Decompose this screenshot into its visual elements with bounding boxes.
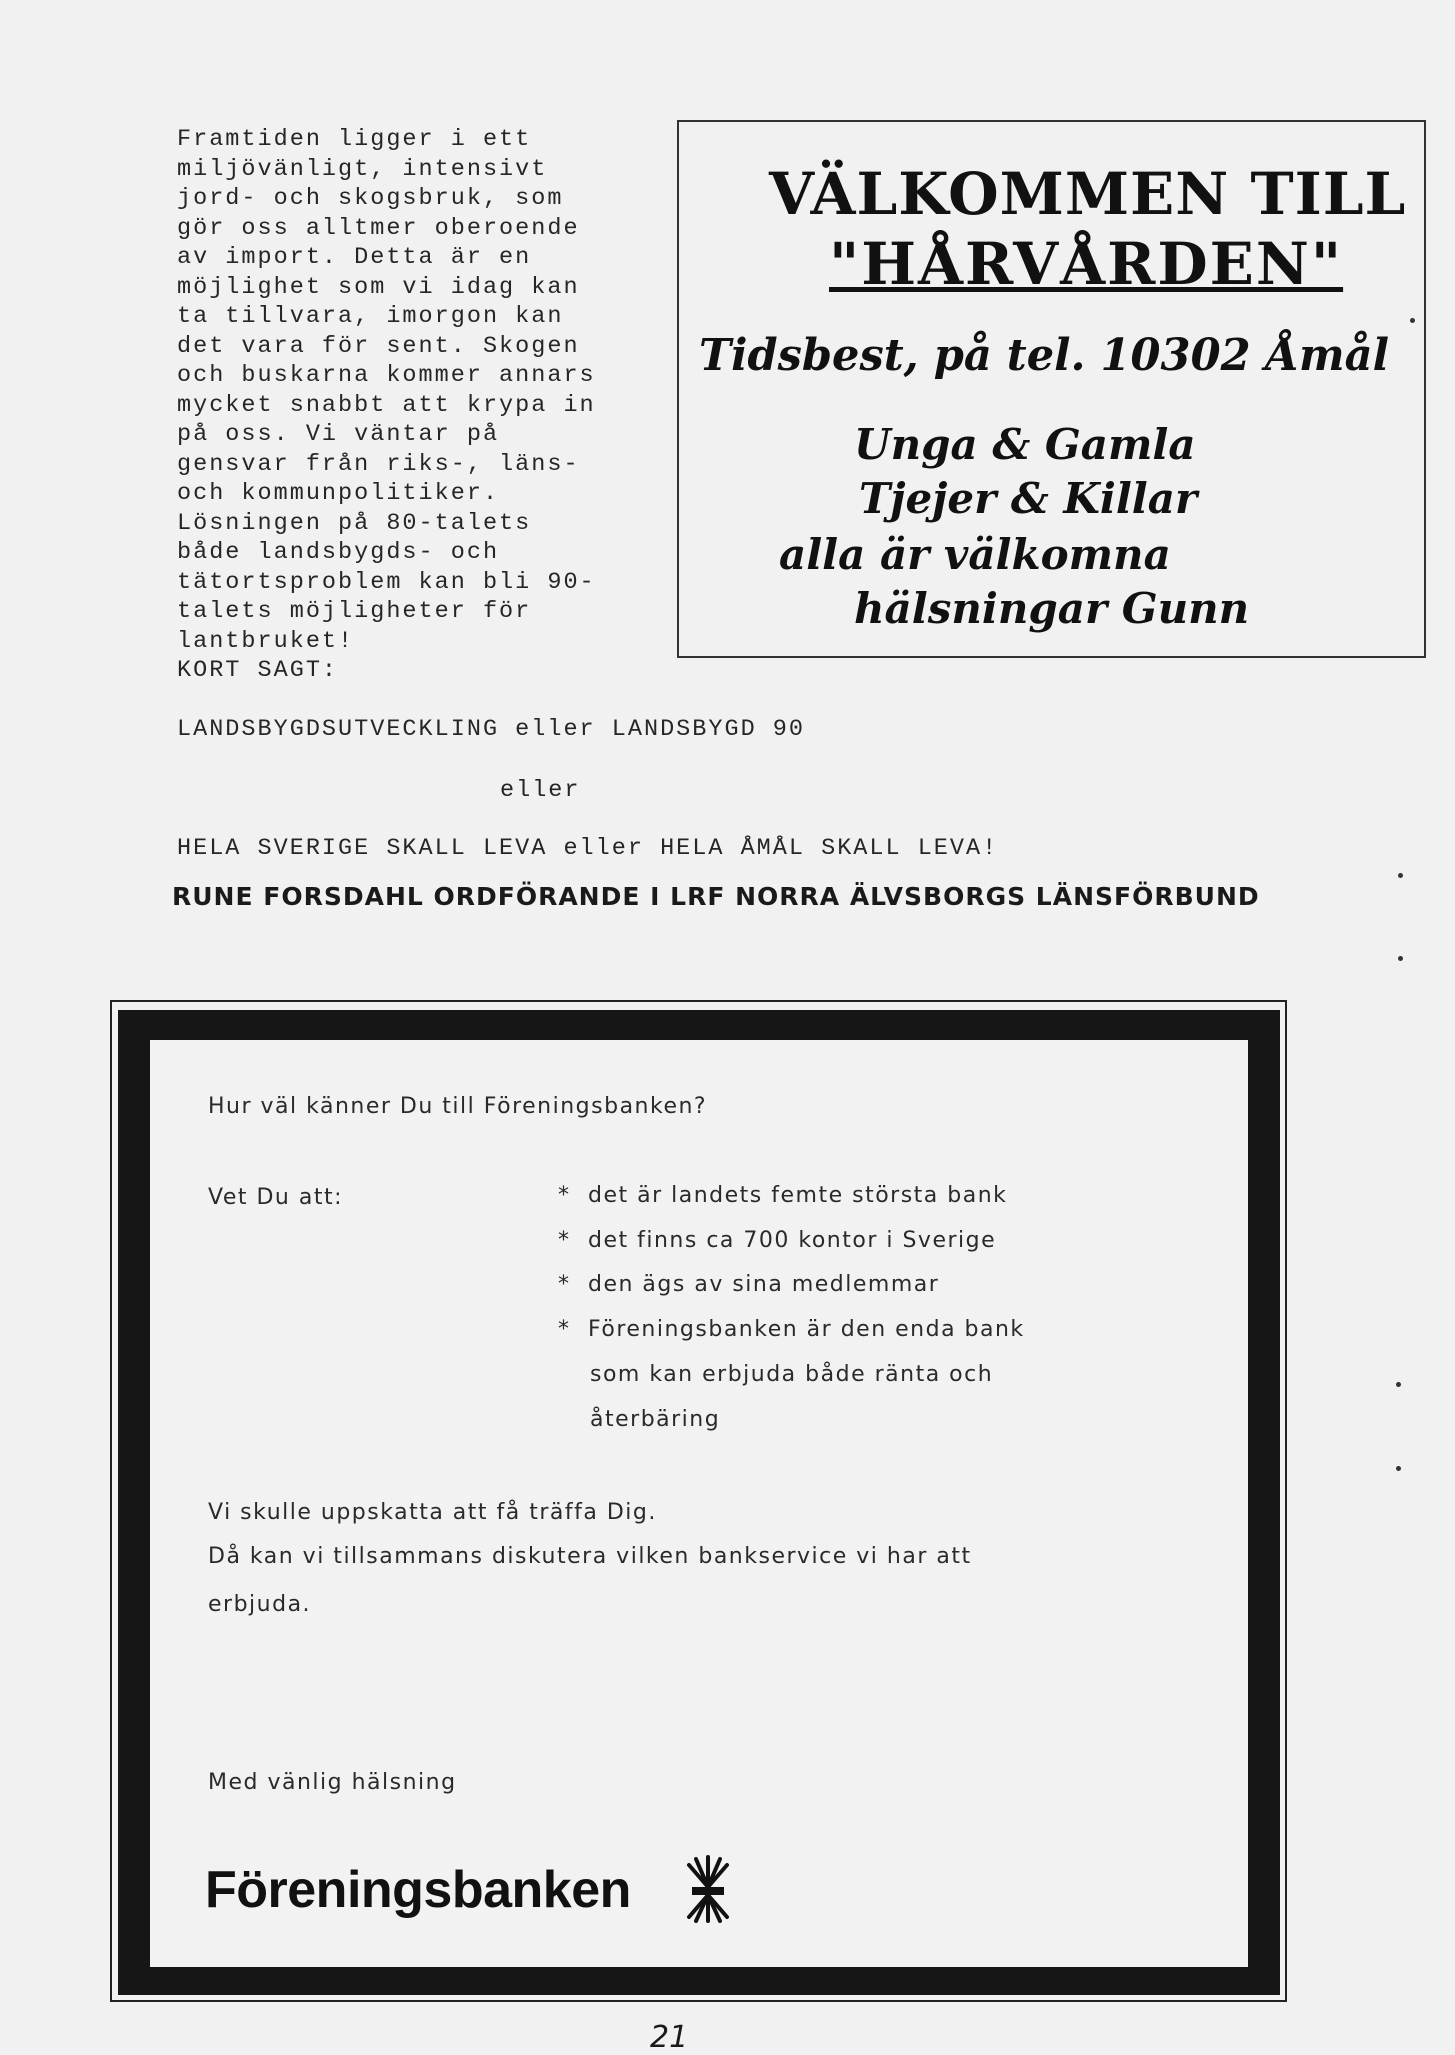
- welcome-advert: [677, 120, 1426, 658]
- ad-bullet-continuation: som kan erbjuda både ränta och: [590, 1362, 994, 1387]
- bullet-star-icon: *: [558, 1183, 571, 1208]
- article-line: lantbruket!: [177, 627, 355, 655]
- scan-speck: [1396, 1382, 1401, 1387]
- slogan-line-2: HELA SVERIGE SKALL LEVA eller HELA ÅMÅL SKALL LEVA!: [177, 835, 999, 862]
- article-line: miljövänligt, intensivt: [177, 155, 548, 183]
- ad-bullet: * det finns ca 700 kontor i Sverige: [558, 1228, 997, 1253]
- ad-vet-du-att: Vet Du att:: [208, 1185, 344, 1210]
- article-line: både landsbygds- och: [177, 539, 500, 566]
- article-line: tätortsproblem kan bli 90-: [177, 568, 596, 596]
- article-line: av import. Detta är en: [177, 244, 532, 271]
- slogan-or: eller: [500, 777, 581, 804]
- ad-question: Hur väl känner Du till Föreningsbanken?: [208, 1094, 708, 1119]
- article-line: mycket snabbt att krypa in: [177, 391, 596, 419]
- article-line: ta tillvara, imorgon kan: [177, 303, 564, 330]
- welcome-line-alla: alla är välkomna: [779, 530, 1171, 579]
- ad-bullet: * den ägs av sina medlemmar: [558, 1272, 940, 1297]
- ad-bullet: * det är landets femte största bank: [558, 1183, 1008, 1208]
- scan-speck: [1398, 873, 1403, 878]
- welcome-greeting: hälsningar Gunn: [854, 584, 1250, 633]
- ad-closing: Med vänlig hälsning: [208, 1770, 457, 1795]
- article-line: KORT SAGT:: [177, 657, 339, 684]
- article-line: möjlighet som vi idag kan: [177, 273, 580, 301]
- ad-bullet: * Föreningsbanken är den enda bank: [558, 1317, 1025, 1342]
- bullet-star-icon: *: [558, 1272, 571, 1297]
- salon-name: "HÅRVÅRDEN": [829, 230, 1344, 298]
- ad-bullet-continuation: återbäring: [590, 1407, 721, 1432]
- scan-speck: [1398, 956, 1403, 961]
- article-line: det vara för sent. Skogen: [177, 332, 580, 360]
- page-number: 21: [650, 2020, 689, 2055]
- article-line: talets möjligheter för: [177, 598, 532, 625]
- ad-invitation: Då kan vi tillsammans diskutera vilken bankservice vi har att: [208, 1544, 972, 1569]
- article-line: jord- och skogsbruk, som: [177, 185, 564, 212]
- article-line: och kommunpolitiker.: [177, 480, 500, 507]
- welcome-line-tjejer-killar: Tjejer & Killar: [859, 474, 1198, 523]
- wheat-sheaf-icon: [686, 1853, 730, 1923]
- welcome-heading: VÄLKOMMEN TILL: [769, 160, 1407, 228]
- ad-invitation: erbjuda.: [208, 1592, 312, 1617]
- article-line: gensvar från riks-, läns-: [177, 450, 580, 478]
- booking-phone: Tidsbest, på tel. 10302 Åmål: [699, 330, 1389, 381]
- article-line: gör oss alltmer oberoende: [177, 214, 580, 242]
- slogan-line-1: LANDSBYGDSUTVECKLING eller LANDSBYGD 90: [177, 716, 805, 743]
- article-line: på oss. Vi väntar på: [177, 421, 500, 448]
- article-column: [177, 125, 647, 686]
- article-line: Framtiden ligger i ett: [177, 126, 532, 153]
- article-signature: RUNE FORSDAHL ORDFÖRANDE I LRF NORRA ÄLVSBORGS LÄNSFÖRBUND: [172, 882, 1260, 911]
- article-line: Lösningen på 80-talets: [177, 509, 532, 537]
- scan-speck: [1396, 1466, 1401, 1471]
- scan-speck: [1410, 318, 1415, 323]
- bullet-star-icon: *: [558, 1228, 571, 1253]
- bullet-star-icon: *: [558, 1317, 571, 1342]
- bank-logo-text: Föreningsbanken: [205, 1861, 631, 1919]
- article-line: och buskarna kommer annars: [177, 362, 596, 389]
- welcome-line-unga-gamla: Unga & Gamla: [854, 420, 1196, 469]
- ad-invitation: Vi skulle uppskatta att få träffa Dig.: [208, 1500, 657, 1525]
